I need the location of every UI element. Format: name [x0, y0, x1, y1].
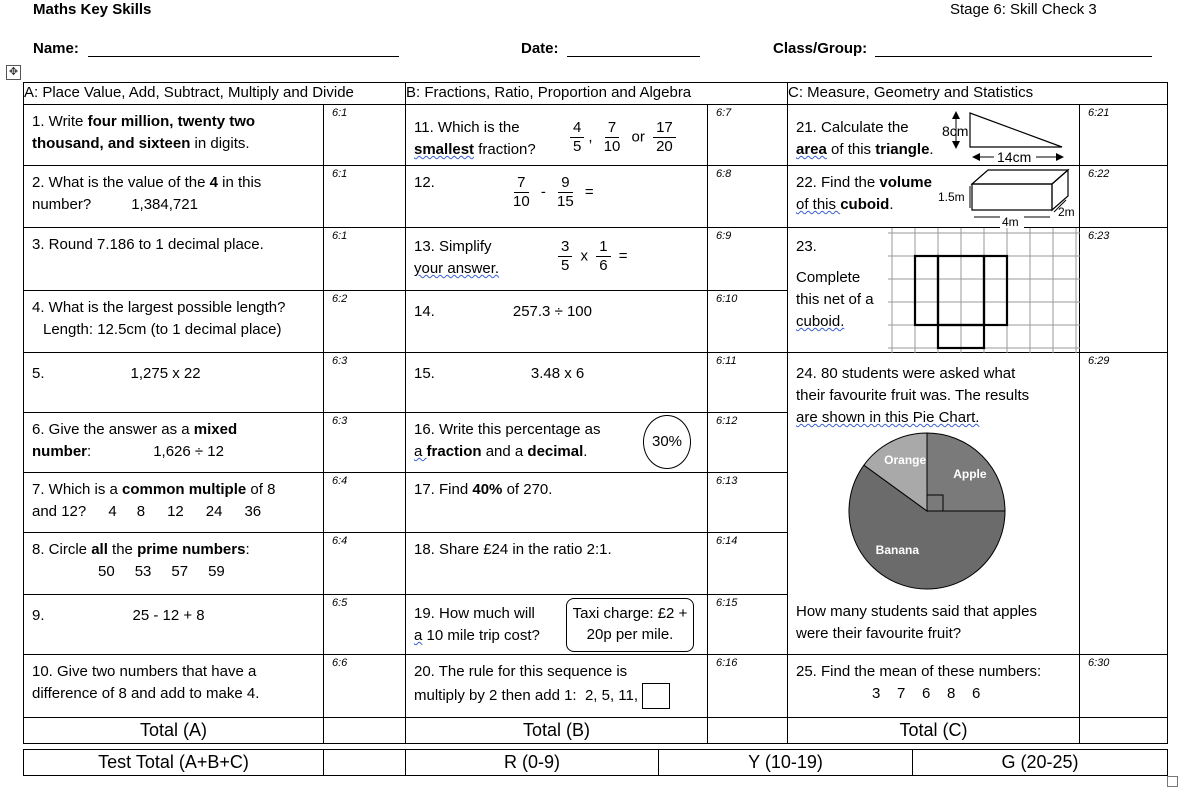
skill-code: 6:29 — [1088, 355, 1110, 367]
triangle-diagram — [938, 109, 1078, 165]
skill-code: 6:1 — [332, 168, 348, 180]
skill-code: 6:7 — [716, 107, 732, 119]
question-16: 16. Write this percentage as a fraction and a decimal. 30% — [406, 413, 708, 473]
band-yellow: Y (10-19) — [659, 750, 913, 776]
date-field[interactable] — [567, 56, 700, 57]
question-7: 7. Which is a common multiple of 8 and 12? 4 8 12 24 36 — [24, 473, 324, 533]
skill-code: 6:1 — [332, 107, 348, 119]
question-21: 21. Calculate the area of this triangle. 8cm 14cm — [788, 105, 1080, 166]
skill-code: 6:6 — [332, 657, 348, 669]
question-24: 24. 80 students were asked what their favourite fruit was. The results are shown in this Pie Chart. Apple Banana Orange How many students said that apples were their favourite fruit? — [788, 353, 1080, 655]
question-2: 2. What is the value of the 4 in this number? 1,384,721 — [24, 166, 324, 228]
test-total-cell[interactable] — [324, 750, 406, 776]
answer-cell-20[interactable] — [708, 655, 788, 718]
name-label: Name: — [33, 40, 79, 57]
answer-cell-10[interactable] — [324, 655, 406, 718]
cuboid-height-label: 1.5m — [938, 190, 965, 204]
pie-label-apple: Apple — [953, 467, 987, 482]
answer-cell-25[interactable] — [1080, 655, 1168, 718]
answer-cell-15[interactable] — [708, 353, 788, 413]
question-14: 14. 257.3 ÷ 100 — [406, 291, 708, 353]
stage-label: Stage 6: Skill Check 3 — [950, 1, 1097, 18]
question-9: 9. 25 - 12 + 8 — [24, 595, 324, 655]
answer-cell-7[interactable] — [324, 473, 406, 533]
skill-code: 6:2 — [332, 293, 348, 305]
answer-cell-17[interactable] — [708, 473, 788, 533]
cuboid-length-label: 4m — [1002, 215, 1019, 228]
answer-cell-13[interactable] — [708, 228, 788, 291]
date-label: Date: — [521, 40, 559, 57]
question-6: 6. Give the answer as a mixed number: 1,626 ÷ 12 — [24, 413, 324, 473]
skill-code: 6:3 — [332, 355, 348, 367]
class-label: Class/Group: — [773, 40, 868, 57]
total-b-cell[interactable] — [708, 718, 788, 744]
question-18: 18. Share £24 in the ratio 2:1. — [406, 533, 708, 595]
triangle-base-label: 14cm — [997, 149, 1032, 165]
sequence-answer-box[interactable] — [642, 683, 670, 709]
question-8: 8. Circle all the prime numbers: 50 53 57 59 — [24, 533, 324, 595]
skill-code: 6:21 — [1088, 107, 1110, 119]
pie-label-orange: Orange — [884, 453, 927, 468]
question-15: 15. 3.48 x 6 — [406, 353, 708, 413]
answer-cell-24[interactable] — [1080, 353, 1168, 655]
total-a-label: Total (A) — [24, 718, 324, 744]
question-19: 19. How much will a 10 mile trip cost? Taxi charge: £2 + 20p per mile. — [406, 595, 708, 655]
question-20: 20. The rule for this sequence is multiply by 2 then add 1: 2, 5, 11, — [406, 655, 708, 718]
total-a-cell[interactable] — [324, 718, 406, 744]
question-25: 25. Find the mean of these numbers: 3 7 6 8 6 — [788, 655, 1080, 718]
answer-cell-8[interactable] — [324, 533, 406, 595]
total-b-label: Total (B) — [406, 718, 708, 744]
worksheet-title: Maths Key Skills — [33, 1, 152, 18]
question-1: 1. Write four million, twenty two thousand, and sixteen in digits. — [24, 105, 324, 166]
answer-cell-12[interactable] — [708, 166, 788, 228]
skill-code: 6:9 — [716, 230, 732, 242]
cuboid-diagram — [934, 166, 1080, 228]
question-23: 23. Complete this net of a cuboid. — [788, 228, 1080, 353]
question-22: 22. Find the volume of this cuboid. 1.5m 4m 2m — [788, 166, 1080, 228]
skill-code: 6:8 — [716, 168, 732, 180]
skill-code: 6:23 — [1088, 230, 1110, 242]
band-green: G (20-25) — [913, 750, 1168, 776]
total-c-cell[interactable] — [1080, 718, 1168, 744]
skill-code: 6:30 — [1088, 657, 1110, 669]
cuboid-depth-label: 2m — [1058, 205, 1075, 219]
question-12: 12. $\frac{7}{10}$ - $\frac{9}{15}$ = — [406, 166, 708, 228]
test-total-label: Test Total (A+B+C) — [24, 750, 324, 776]
answer-cell-9[interactable] — [324, 595, 406, 655]
question-5: 5. 1,275 x 22 — [24, 353, 324, 413]
answer-cell-19[interactable] — [708, 595, 788, 655]
skill-code: 6:14 — [716, 535, 738, 547]
answer-cell-21[interactable] — [1080, 105, 1168, 166]
question-17: 17. Find 40% of 270. — [406, 473, 708, 533]
answer-cell-6[interactable] — [324, 413, 406, 473]
skill-code: 6:16 — [716, 657, 738, 669]
answer-cell-11[interactable] — [708, 105, 788, 166]
skill-code: 6:5 — [332, 597, 348, 609]
question-13: 13. Simplify your answer. $\frac{3}{5}$ x $\frac{1}{6}$ = — [406, 228, 708, 291]
skill-code: 6:10 — [716, 293, 738, 305]
name-field[interactable] — [88, 56, 399, 57]
skill-code: 6:11 — [716, 355, 737, 367]
answer-cell-23[interactable] — [1080, 228, 1168, 353]
percentage-circle: 30% — [643, 415, 691, 469]
question-4: 4. What is the largest possible length? Length: 12.5cm (to 1 decimal place) — [24, 291, 324, 353]
question-3: 3. Round 7.186 to 1 decimal place. — [24, 228, 324, 291]
skill-code: 6:22 — [1088, 168, 1110, 180]
skill-code: 6:4 — [332, 475, 348, 487]
resize-handle-icon[interactable] — [1167, 776, 1178, 787]
pie-label-banana: Banana — [875, 542, 920, 557]
answer-cell-1[interactable] — [324, 105, 406, 166]
skill-code: 6:1 — [332, 230, 348, 242]
fruit-pie-chart — [848, 429, 1018, 593]
answer-cell-4[interactable] — [324, 291, 406, 353]
answer-cell-22[interactable] — [1080, 166, 1168, 228]
skill-code: 6:3 — [332, 415, 348, 427]
question-10: 10. Give two numbers that have a difference of 8 and add to make 4. — [24, 655, 324, 718]
score-band-table — [23, 749, 1168, 776]
column-header-a: A: Place Value, Add, Subtract, Multiply and Divide — [24, 83, 406, 105]
answer-cell-14[interactable] — [708, 291, 788, 353]
cuboid-net-grid — [888, 228, 1080, 353]
answer-cell-16[interactable] — [708, 413, 788, 473]
answer-cell-18[interactable] — [708, 533, 788, 595]
skill-code: 6:12 — [716, 415, 738, 427]
taxi-charge-box: Taxi charge: £2 + 20p per mile. — [566, 598, 694, 652]
class-field[interactable] — [875, 56, 1152, 57]
skill-code: 6:15 — [716, 597, 738, 609]
triangle-height-label: 8cm — [942, 123, 969, 139]
band-red: R (0-9) — [406, 750, 659, 776]
table-move-icon[interactable]: ✥ — [6, 65, 21, 80]
skill-code: 6:4 — [332, 535, 348, 547]
column-header-b: B: Fractions, Ratio, Proportion and Algebra — [406, 83, 788, 105]
skill-code: 6:13 — [716, 475, 738, 487]
answer-cell-3[interactable] — [324, 228, 406, 291]
answer-cell-2[interactable] — [324, 166, 406, 228]
question-11: 11. Which is the smallest fraction? $\frac{4}{5}$ , $\frac{7}{10}$ or $\frac{17}{20}$ — [406, 105, 708, 166]
total-c-label: Total (C) — [788, 718, 1080, 744]
answer-cell-5[interactable] — [324, 353, 406, 413]
skills-table — [23, 82, 1168, 744]
column-header-c: C: Measure, Geometry and Statistics — [788, 83, 1168, 105]
